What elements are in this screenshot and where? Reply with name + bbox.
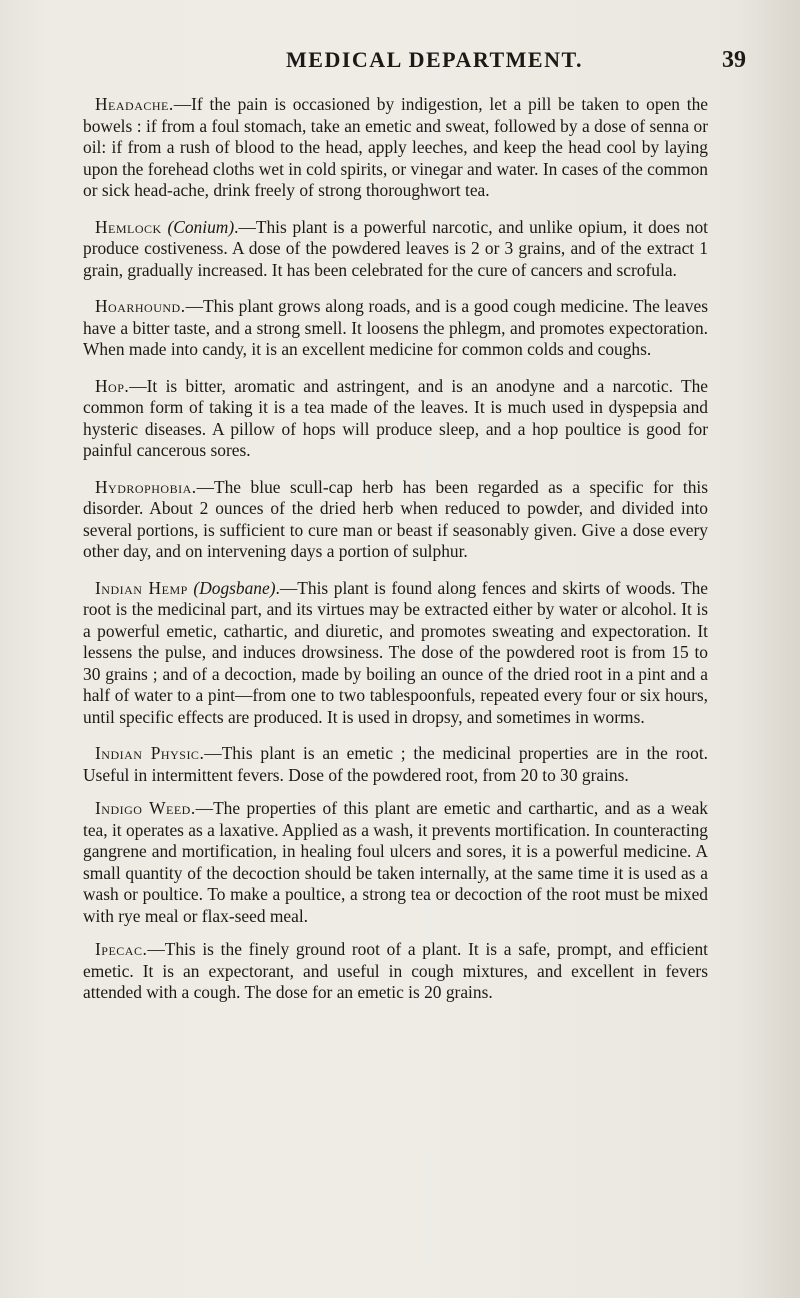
entry-heading: Headache. <box>95 94 174 114</box>
entry-latin-name: (Conium) <box>167 216 235 237</box>
entry-text: .—This plant is found along fences and skirts of woods. The root is the medicinal part, and its virtues may be extracted either by water or alcohol. It is a powerful emetic, cathartic, and diuretic, and promotes sweating and expectoration. It lessens the pulse, and induces drowsiness. The dose of the powdered root is from 15 to 30 grains ; and of a decoction, made by boiling an ounce of the dried root in a pint and a half of water to a pint—from one to two tablespoonfuls, repeated every four or six hours, until specific effects are produced. It is used in dropsy, and sometimes in worms. <box>83 577 708 727</box>
entry-text: .—This plant is a powerful narcotic, and unlike opium, it does not produce costiveness. A dose of the powdered leaves is 2 or 3 grains, and of the extract 1 grain, gradually increased. It has been celebrated for the cure of cancers and scrofula. <box>83 216 708 280</box>
entry-hydrophobia <box>83 477 708 563</box>
entry-ipecac <box>83 939 708 1004</box>
page-number: 39 <box>722 47 746 73</box>
entry-heading: Indigo Weed. <box>95 798 196 818</box>
entry-text: —This plant grows along roads, and is a good cough medicine. The leaves have a bitter taste, and a strong smell. It loosens the phlegm, and promotes expectoration. When made into candy, it is an excellent medicine for common colds and coughs. <box>83 296 708 359</box>
entry-text: —The properties of this plant are emetic and carthartic, and as a weak tea, it operates as a laxative. Applied as a wash, it prevents mortification. In counteracting gangrene and mortification, in healing foul ulcers and sores, it is a powerful medicine. A small quantity of the decoction should be taken internally, at the same time it is used as a wash or poultice. To make a poultice, a strong tea or decoction of the root must be mixed with rye meal or flax-seed meal. <box>83 798 708 926</box>
entry-heading: Ipecac. <box>95 939 148 959</box>
running-header: MEDICAL DEPARTMENT. <box>286 47 584 72</box>
entry-heading: Hydrophobia. <box>95 476 197 497</box>
entry-text: —It is bitter, aromatic and astringent, and is an anodyne and a narcotic. The common form of taking it is a tea made of the leaves. It is much used in dyspepsia and hysteric diseases. A pillow of hops will produce sleep, and a hop poultice is good for painful cancerous sores. <box>83 375 708 460</box>
entry-heading: Indian Hemp <box>95 577 188 598</box>
entry-headache <box>83 94 708 202</box>
entry-indigo-weed <box>83 798 708 927</box>
entry-hop <box>83 376 708 462</box>
entry-indian-physic <box>83 743 708 786</box>
entry-hemlock <box>83 217 708 282</box>
entry-heading: Hop. <box>95 375 130 396</box>
entry-text: —This is the finely ground root of a plant. It is a safe, prompt, and efficient emetic. It is an expectorant, and useful in cough mixtures, and excellent in fevers attended with a cough. The dose for an emetic is 20 grains. <box>83 939 708 1002</box>
entry-heading: Indian Physic. <box>95 743 205 763</box>
entry-heading: Hoarhound. <box>95 296 186 316</box>
entry-indian-hemp <box>83 578 708 729</box>
entry-text: —This plant is an emetic ; the medicinal properties are in the root. Useful in intermittent fevers. Dose of the powdered root, from 20 to 30 grains. <box>83 743 708 785</box>
entry-latin-wrap <box>167 217 234 237</box>
entry-text: —The blue scull-cap herb has been regarded as a specific for this disorder. About 2 ounces of the dried herb when reduced to powder, and divided into several portions, is sufficient to cure man or beast if seasonably given. Give a dose every other day, and on intervening days a portion of sulphur. <box>83 476 708 561</box>
body-text <box>83 94 708 1019</box>
entry-latin-name: (Dogsbane) <box>193 577 276 598</box>
entry-text: —If the pain is occasioned by indigestion, let a pill be taken to open the bowels : if from a foul stomach, take an emetic and sweat, followed by a dose of senna or oil: if from a rush of blood to the head, apply leeches, and keep the head cool by laying upon the forehead cloths wet in cold spirits, or vinegar and water. In cases of the common or sick head-ache, drink freely of strong thoroughwort tea. <box>83 94 708 200</box>
entry-hoarhound <box>83 296 708 361</box>
entry-heading: Hemlock <box>95 216 162 237</box>
